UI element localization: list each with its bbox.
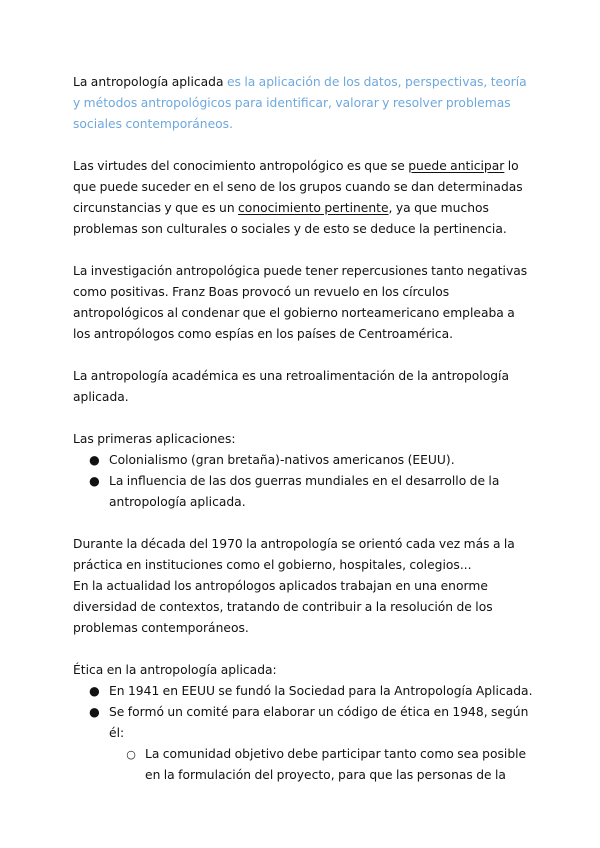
heading-primeras-aplicaciones: Las primeras aplicaciones:: [73, 432, 236, 446]
sublist-codigo-etica: [109, 744, 533, 786]
document-page: [73, 72, 533, 786]
list-item: [73, 681, 533, 702]
paragraph-actualidad: En la actualidad los antropólogos aplicados trabajan en una enorme diversidad de contextos, tratando de contribuir a la resolución de los problemas contemporáneos.: [73, 579, 493, 635]
paragraph-academica: La antropología académica es una retroalimentación de la antropología aplicada.: [73, 369, 509, 404]
heading-etica: Ética en la antropología aplicada:: [73, 663, 277, 677]
bullet-icon: ●: [89, 474, 100, 488]
sublist-item-text: La comunidad objetivo debe participar tanto como sea posible en la formulación del proyecto, para que las personas de la: [145, 747, 527, 782]
underline-conocimiento-pertinente: conocimiento pertinente: [238, 201, 389, 215]
paragraph-decada-1970: Durante la década del 1970 la antropología se orientó cada vez más a la práctica en instituciones como el gobierno, hospitales, colegios...: [73, 537, 515, 572]
section-primeras-aplicaciones: [73, 429, 533, 513]
list-item-text: Colonialismo (gran bretaña)-nativos americanos (EEUU).: [109, 453, 455, 467]
bullet-icon: ●: [89, 705, 100, 719]
section-decada-1970: [73, 534, 533, 639]
list-item: [73, 471, 533, 513]
list-etica: [73, 681, 533, 786]
hollow-bullet-icon: ○: [126, 748, 136, 761]
bullet-icon: ●: [89, 684, 100, 698]
bullet-icon: ●: [89, 453, 100, 467]
list-item-text: En 1941 en EEUU se fundó la Sociedad para la Antropología Aplicada.: [109, 684, 533, 698]
sublist-item: [109, 744, 533, 786]
list-item-text: La influencia de las dos guerras mundiales en el desarrollo de la antropología aplicada.: [109, 474, 500, 509]
underline-puede-anticipar: puede anticipar: [408, 159, 505, 173]
list-item-text: Se formó un comité para elaborar un código de ética en 1948, según él:: [109, 705, 529, 740]
list-item: [73, 702, 533, 786]
paragraph-virtudes: [73, 156, 533, 240]
term-antropologia-aplicada: La antropología aplicada: [73, 75, 224, 89]
virtudes-text-2: lo que puede suceder en el seno de los grupos cuando se dan determinadas circunstancias y que es un: [73, 159, 523, 215]
section-etica: [73, 660, 533, 786]
paragraph-definition: [73, 72, 533, 135]
paragraph-investigacion: La investigación antropológica puede tener repercusiones tanto negativas como positivas. Franz Boas provocó un revuelo en los círculos antropológicos al condenar que el gobierno norteamericano empleaba a los antropólogos como espías en los países de Centroamérica.: [73, 264, 528, 341]
list-item: [73, 450, 533, 471]
virtudes-text-3: , ya que muchos problemas son culturales o sociales y de esto se deduce la pertinencia.: [73, 201, 507, 236]
list-primeras-aplicaciones: [73, 450, 533, 513]
virtudes-text-1: Las virtudes del conocimiento antropológico es que se: [73, 159, 409, 173]
definition-text: es la aplicación de los datos, perspectivas, teoría y métodos antropológicos para identificar, valorar y resolver problemas sociales contemporáneos.: [73, 75, 527, 131]
